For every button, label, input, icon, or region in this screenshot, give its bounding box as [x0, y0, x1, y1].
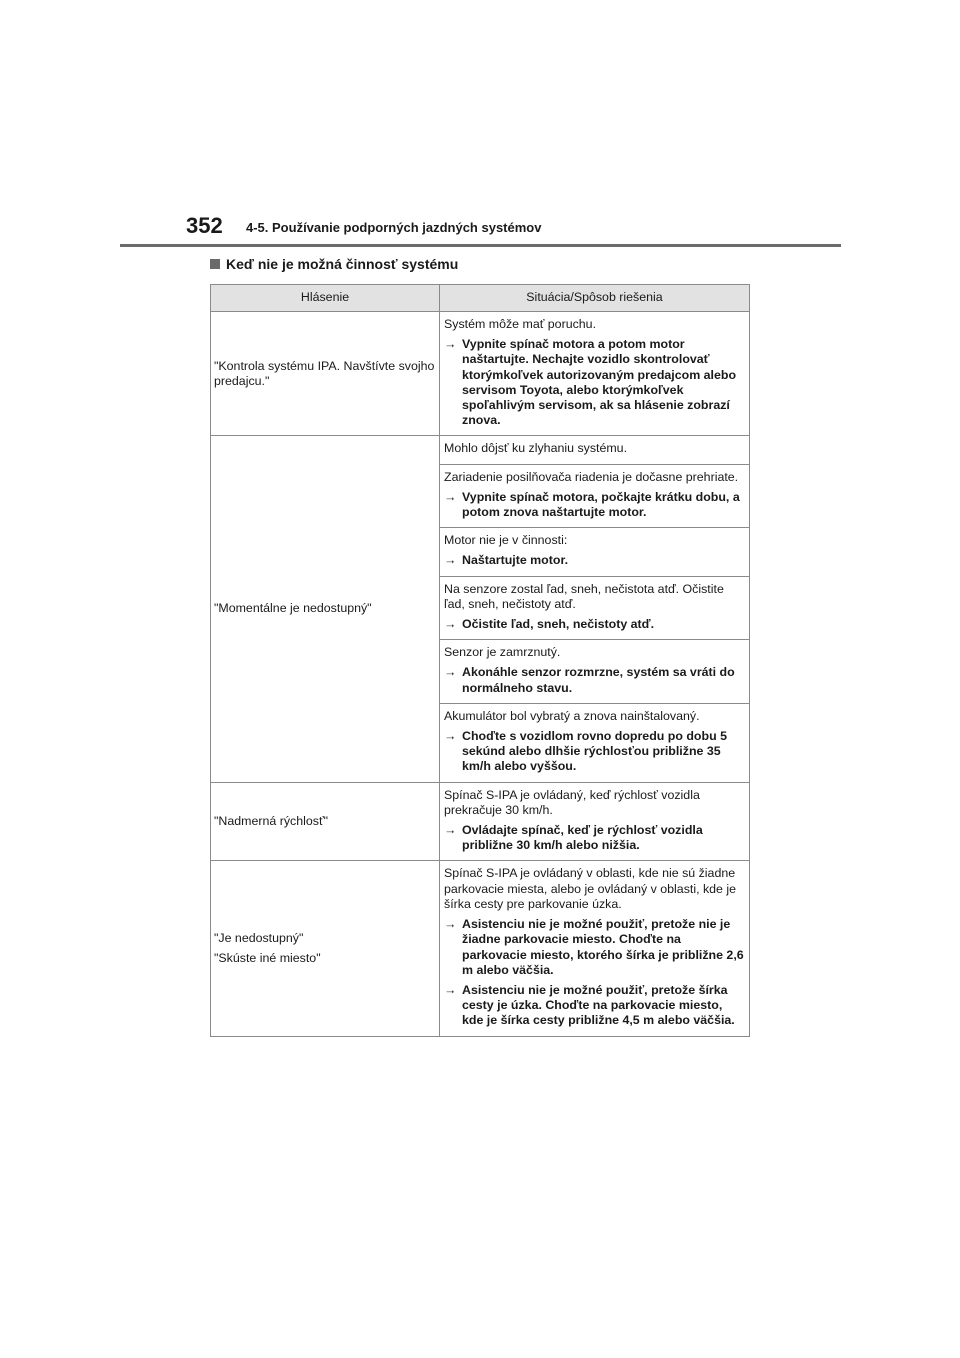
- arrow-right-icon: →: [444, 982, 457, 997]
- chapter-title: 4-5. Používanie podporných jazdných systémov: [246, 220, 542, 235]
- situation-text: Mohlo dôjsť ku zlyhaniu systému.: [444, 441, 628, 456]
- action-item: [444, 617, 745, 632]
- column-header-situation: Situácia/Spôsob riešenia: [440, 285, 750, 312]
- action-item: [444, 553, 745, 568]
- action-item: [444, 983, 745, 1029]
- situation-block: [440, 576, 749, 640]
- action-text: Ovládajte spínač, keď je rýchlosť vozidla približne 30 km/h alebo nižšia.: [462, 823, 703, 853]
- situation-text: Zariadenie posilňovača riadenia je dočasne prehriate.: [444, 469, 739, 484]
- situation-text: Senzor je zamrznutý.: [444, 645, 561, 660]
- arrow-right-icon: →: [444, 729, 457, 744]
- situation-block: [440, 436, 749, 463]
- arrow-right-icon: →: [444, 665, 457, 680]
- situation-block: [440, 312, 749, 435]
- arrow-right-icon: →: [444, 917, 457, 932]
- action-text: Asistenciu nie je možné použiť, pretože šírka cesty je úzka. Choďte na parkovacie miesto, kde je šírka cesty približne 4,5 m alebo väčšia.: [462, 982, 735, 1028]
- message-text: "Skúste iné miesto": [214, 951, 321, 965]
- situation-block: [440, 861, 749, 1035]
- table-row: [211, 436, 750, 782]
- situation-text: Spínač S-IPA je ovládaný v oblasti, kde nie sú žiadne parkovacie miesta, alebo je ovládaný v oblasti, kde je šírka cesty pre parkovanie úzka.: [444, 866, 737, 911]
- situation-text: Spínač S-IPA je ovládaný, keď rýchlosť vozidla prekračuje 30 km/h.: [444, 787, 700, 817]
- action-item: [444, 729, 745, 775]
- table-row: [211, 861, 750, 1036]
- situation-block: [440, 639, 749, 703]
- situation-cell: [440, 861, 750, 1036]
- page-number: 352: [186, 213, 223, 238]
- column-header-message: Hlásenie: [211, 285, 440, 312]
- situation-cell: [440, 436, 750, 782]
- message-text: "Je nedostupný": [214, 930, 304, 945]
- message-cell: [211, 782, 440, 861]
- messages-table: [210, 284, 750, 1037]
- action-item: [444, 823, 745, 853]
- action-item: [444, 490, 745, 520]
- message-cell: [211, 861, 440, 1036]
- arrow-right-icon: →: [444, 553, 457, 568]
- arrow-right-icon: →: [444, 337, 457, 352]
- action-text: Choďte s vozidlom rovno dopredu po dobu 5 sekúnd alebo dlhšie rýchlosťou približne 35 km/h alebo vyššou.: [462, 729, 727, 774]
- message-cell: [211, 312, 440, 436]
- header-rule: [120, 244, 841, 247]
- situation-cell: [440, 782, 750, 861]
- table-row: [211, 782, 750, 861]
- arrow-right-icon: →: [444, 489, 457, 504]
- message-text: "Momentálne je nedostupný": [214, 601, 372, 616]
- section-title: Keď nie je možná činnosť systému: [226, 256, 459, 272]
- action-text: Očistite ľad, sneh, nečistoty atď.: [462, 617, 655, 632]
- arrow-right-icon: →: [444, 823, 457, 838]
- action-item: [444, 337, 745, 428]
- section-heading: [210, 256, 458, 272]
- situation-block: [440, 783, 749, 861]
- situation-text: Motor nie je v činnosti:: [444, 533, 568, 548]
- action-text: Vypnite spínač motora a potom motor naštartujte. Nechajte vozidlo skontrolovať ktorýmkoľvek autorizovaným predajcom alebo servisom Toyota, alebo ktorýmkoľvek spoľahlivým servisom, ak sa hlásenie zobrazí znova.: [462, 337, 737, 428]
- table-row: [211, 312, 750, 436]
- action-item: [444, 917, 745, 978]
- situation-cell: [440, 312, 750, 436]
- situation-text: Systém môže mať poruchu.: [444, 317, 597, 331]
- table-header-row: [211, 285, 750, 312]
- action-text: Asistenciu nie je možné použiť, pretože nie je žiadne parkovacie miesto. Choďte na parkovacie miesto, ktorého šírka je približne 2,6 m alebo väčšia.: [462, 917, 744, 977]
- action-item: [444, 665, 745, 695]
- action-text: Naštartujte motor.: [462, 553, 569, 568]
- situation-text: Akumulátor bol vybratý a znova nainštalovaný.: [444, 708, 700, 723]
- situation-text: Na senzore zostal ľad, sneh, nečistota atď. Očistite ľad, sneh, nečistoty atď.: [444, 581, 724, 611]
- message-text: "Nadmerná rýchlosť": [214, 813, 328, 828]
- message-cell: [211, 436, 440, 782]
- action-text: Akonáhle senzor rozmrzne, systém sa vráti do normálneho stavu.: [462, 665, 735, 695]
- square-bullet-icon: [210, 259, 220, 269]
- situation-block: [440, 464, 749, 528]
- message-text: "Kontrola systému IPA. Navštívte svojho predajcu.": [214, 358, 435, 388]
- situation-block: [440, 527, 749, 575]
- arrow-right-icon: →: [444, 617, 457, 632]
- situation-block: [440, 703, 749, 782]
- action-text: Vypnite spínač motora, počkajte krátku dobu, a potom znova naštartujte motor.: [462, 489, 740, 520]
